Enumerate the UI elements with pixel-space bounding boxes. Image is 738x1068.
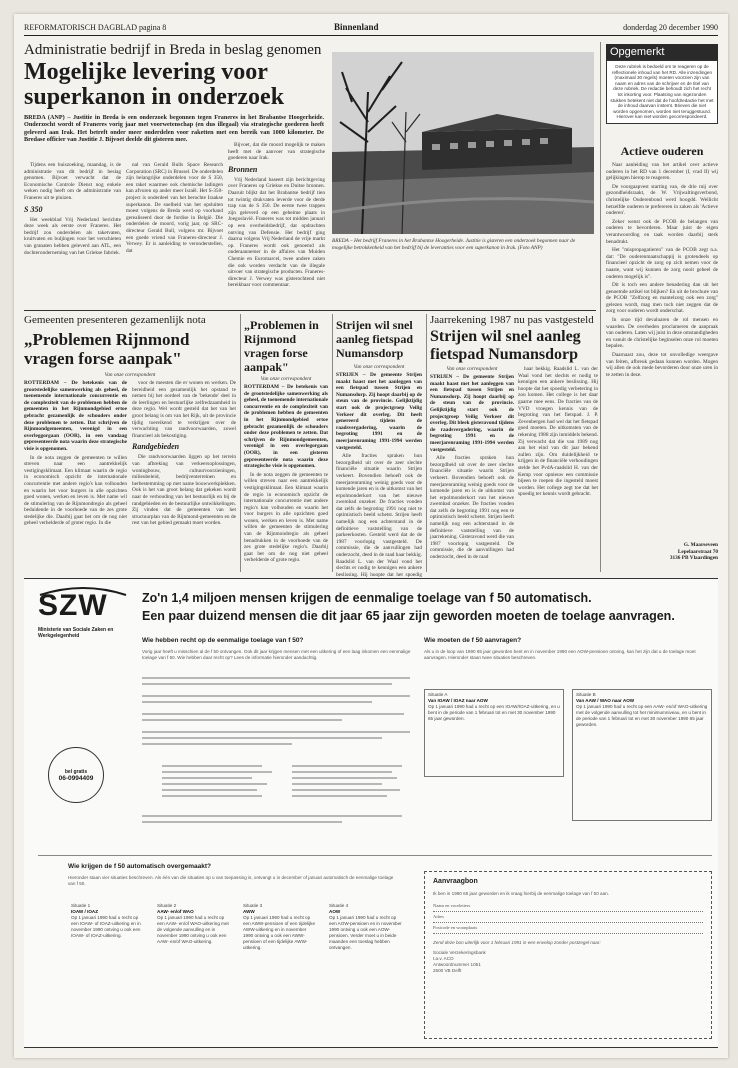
photo-factory-illustration — [332, 52, 594, 234]
issue-date: donderdag 20 december 1990 — [623, 23, 718, 32]
situation-a-head: Van IOAW / IOAZ naar AOW — [428, 698, 488, 703]
opgemerkt-text1: Naar aanleiding van het artikel over actieve ouderen in het RD van 1 december (I, vrad II) wij gelijkingen hierop te reageren. — [606, 162, 718, 182]
article1-sub3: Bronnen — [228, 164, 258, 174]
ad-title-1: Zo'n 1,4 miljoen mensen krijgen de eenmalige toelage van f 50 automatisch. — [142, 591, 592, 605]
ad-title-2: Een paar duizend mensen die dit jaar 65 jaar zijn geworden moeten de toelage aanvragen. — [142, 609, 675, 623]
ad-question-1-text: Vorig jaar heeft u misschien al de f 50 ontvangen. Ook dit jaar krijgen mensen met een uitkering of een laag inkomen een eenmalige toelage van f 50. Wie hebben daar recht op? Lees de informatie hieronder aandachtig. — [142, 649, 411, 660]
situation-b-head: Van AAW / WAO naar AOW — [576, 698, 635, 703]
szw-logo-arc-icon — [38, 585, 128, 597]
form-address-1: Sociale Verzekeringsbank — [433, 950, 486, 955]
article2-byline: Van onze correspondent — [104, 372, 156, 378]
article2-kicker: Gemeenten presenteren gezamenlijk nota — [24, 314, 206, 326]
newspaper-page — [14, 14, 728, 1058]
article3-byline: Van onze correspondent — [353, 364, 405, 370]
ad-question-2: Wie moeten de f 50 aanvragen? — [424, 637, 522, 644]
column-rule-4 — [426, 314, 427, 572]
form-address-2: t.a.v. ACO — [433, 956, 454, 961]
form-field-address[interactable]: Adres — [433, 914, 703, 923]
signature-street: Lepelaarstraat 70 — [677, 548, 718, 555]
opgemerkt-signature — [606, 542, 718, 562]
situation-b-text: Op 1 januari 1990 had u recht op een AAW- en/of WAO-uitkering met de volgende aanvulling tot het minimumniveau, en u bent in de periode van 1 februari tot en met 30 november 1990 65 jaar geworden. — [576, 704, 708, 727]
article2-col1-text: In de nota zeggen de gemeenten te willen streven naar een aantrekkelijk vestigingsklimaat. Een klimaat waarin de regio in economisch opzicht de internationale concurrentie met andere regio's kan volhouden en waarin het voor burgers in alle opzichten goed wonen, werken en leven is. Met name wil de stimulering van de Rijnmondregio als geheel beduidende in de voorhoede van de zes grote stedelijke die. Daarbij gaat het om de nog niet geheel verhelderde of groter regio. In die — [24, 454, 127, 527]
form-field-postcode[interactable]: Postcode en woonplaats — [433, 925, 703, 934]
article2-lead: ROTTERDAM – De betekenis van de grootstedelijke samenwerking als geheel, de toenemende internationale concurrentie en de complexiteit van de problemen hebben de gemeenten in het Rijnmondgebied ertoe gebracht gezamenlijk de schouders onder deze problemen te zetten. Dat schrijven de Rijnmondgemeenten, verenigd in een overleggorgaan (OOR), in een vandaag gepresenteerde nota waarin deze strategische visie is opgenomen. — [24, 380, 127, 452]
column-rule — [600, 42, 601, 572]
article3-lead: STRIJEN – De gemeente Strijen maakt haast met het aanleggen van een fietspad tussen Strijen en Numansdorp. Zij hoopt daarbij op de steun van de provincie. Gelijktijdig start ook de projectgroep Veilig Verkeer dit overleg. Dit heeft genereerd tijdens de raadsvergadering, waarin de begroting 1991 en de meerjarenraming 1991-1994 werden vastgesteld. — [336, 372, 422, 451]
signature-name: G. Maarseveen — [683, 542, 718, 548]
article1-col1-text: Tijdens een huiszoeking, maandag, is de administratie van dit bedrijf in beslag genomen. Bijvoet verwacht dat de Economische Controle Dienst nog enkele weken nodig heeft om de administratie van Franeres uit te pluizen. — [24, 162, 121, 201]
stamp-label: bel gratis — [64, 768, 88, 775]
section-name: Binnenland — [334, 22, 379, 32]
situation-4-text: Op 1 januari 1990 had u recht op een AOW-pensioen en in november 1990 ontving u ook een AOW-pensioen. Verder moet u in beide maanden een toeslag hebben ontvangen. — [329, 915, 402, 950]
article4-col2-text: haar bekkig. Raadslid L. van der Waal vond het slechts er nodig te kennigen een ankere beslissing. Hij hoopte dat het spoedig verbetering in zou komen. Het college is het daar gaarne mee eens. De fracties van de VVD vroegen kennis van de begroting van het fietspad. J. P. Zevenbergen had wel dat het fietspad goed moeten. De uitkomsten van de rekening 1988 zijn inmiddels bekend. Zij verwacht dat die van 1989 nog aan het eind van dit jaar bekend zullen zijn. Om duidelijkheid te krijgen in de financiële verhoudingen stelde het PvdA-raadslid H. van der Kemp voor opnieuw een commissie bijeen te roepen die ingesteld moest worden. Het college zegt toe dat het spoedig ter kennis wordt gebracht. — [518, 366, 598, 498]
ad-question-2-text: Als u in de loop van 1990 65 jaar geworden bent en in november 1990 een AOW-pensioen ontving, kan het zijn dat u de toelage moet aanvragen. Hieronder staan twee situaties beschreven. — [424, 649, 696, 660]
opgemerkt-text3: Zeker wenst ook de PCOB de belangen van ouderen te bevorderen. Maar juist de eigen verantwoording en taak worden daarbij sterk benadrukt. — [606, 218, 718, 245]
ministry-name: Ministerie van Sociale Zaken en Werkgelegenheid — [38, 627, 114, 640]
article4-col1-text: Alle fracties spraken hun bezorgdheid uit over de zeer slechte financiële situatie waarin Strijen verkeert. Bovendien behoeft ook de meerjarenraming weinig goeds voor de komende jaren en is de uitkomst van het erpolmonderkort van het nieuwe zwembad onzeker. De fracties vonden dat zelfs de begroting 1991 nog een te optimistisch beeld schetst. Strijen heeft namelijk nog een achterstand in de definitieve vaststelling van de jaarrekening. Gisteravond werd die van 1987 voorlopig vastgesteld. De commissie, die de aanvullingen had onderzocht, deed in de raad — [430, 455, 514, 561]
situation-3-head: AWW — [243, 909, 255, 914]
signature-city: 3136 PB Vlaardingen — [669, 555, 718, 562]
article2b-byline: Van onze correspondent — [260, 376, 312, 382]
article3-col — [336, 372, 422, 578]
opgemerkt-text4: Het "mispropagatieren" van de PCOB zegt n.a. dat: "De ouderenmaatschappij is grotendeels op financieel opzicht de zorg op zich nemen voor de naaste, want wij kunnen de zorg nooit geheel de ouderen mogelijk is". — [606, 247, 718, 280]
stamp-number: 06-0994409 — [58, 774, 94, 782]
free-phone-stamp — [48, 747, 104, 803]
section-rule — [24, 310, 596, 311]
article2-headline: „Problemen Rijnmond vragen forse aanpak" — [24, 330, 190, 368]
opgemerkt-text5: Dit is toch een andere benadering dan uit het genoemde artikel tot blijken? En uit de brochure van de PCOB "Zelfzorg en mantelzorg ook een zorg" gelezen wordt, mag men toch niet zeggen dat de zorg voor ouderen wordt onderschat. — [606, 282, 718, 315]
situation-2 — [154, 901, 234, 1021]
ad-question-1: Wie hebben recht op de eenmalige toelage van f 50? — [142, 637, 304, 644]
ad-question-3: Wie krijgen de f 50 automatisch overgemaakt? — [68, 863, 211, 870]
situation-4-head: AOW — [329, 909, 341, 914]
article4-col2 — [518, 366, 598, 572]
szw-logo: SZW — [38, 589, 108, 622]
opgemerkt-text6: In onze tijd devaluaren de rol mensen en waarden. De overheden proclameren de aanpraak van ouderen. Laten wij juist in deze omstandigheden en vanuit de christelijke beginselen onze rol moeten bepalen. — [606, 317, 718, 350]
form-address-3: Antwoordnummer 1051 — [433, 962, 481, 967]
column-rule-2 — [240, 314, 241, 572]
article2-sub: Randgebieden — [132, 442, 180, 452]
article2-col2 — [132, 380, 236, 570]
column-rule-3 — [332, 314, 333, 572]
masthead — [24, 20, 718, 36]
article2-col2b-text: Die randvoorwaarden liggen op het terrein van afbreking van verkeersoplossingen, woningbouw, cultuurvoorzieningen, milieubeleid, bedrijventerreinen en herbestemming op met name bouwwerkplekken. Ook is het van groot belang dat gekeken wordt naar de verhouding van het bestuurlijk en bij de randgebieden en de bestuurlijke ontwikkelingen. Zij vinden dat de gemeenten van het structuurplan van de Rijnmond-gemeenten en de rest van het gebied gemaakt moet worden. — [132, 454, 236, 527]
article3-headline: Strijen wil snel aanleg fietspad Numansdorp — [336, 318, 414, 360]
ad-question-3-text: Hieronder staan vier situaties beschreven. Als één van die situaties op u van toepassing is, ontvangt u in december of januari automatisch de eenmalige toelage van f 50. — [68, 875, 394, 886]
article4-lead: STRIJEN – De gemeente Strijen maakt haast met het aanleggen van een fietspad tussen Strijen en Numansdorp. Zij hoopt daarbij op de steun van de provincie. Gelijktijdig start ook de projectgroep Veilig Verkeer dit overleg. Dit bleek gisteravond tijdens de raadsvergadering, waarin de begroting 1991 en de meerjarenraming 1991-1994 werden vastgesteld. — [430, 374, 515, 453]
article4-kicker: Jaarrekening 1987 nu pas vastgesteld — [430, 314, 594, 326]
opgemerkt-text — [606, 162, 718, 532]
situation-2-title: Situatie 2 — [157, 903, 177, 908]
news-photo — [332, 52, 594, 234]
article1-sub1: S 350 — [24, 204, 43, 214]
situation-1-title: Situatie 1 — [71, 903, 91, 908]
form-address-4: 2600 VB Delft — [433, 968, 462, 973]
situation-4-title: Situatie 4 — [329, 903, 349, 908]
photo-caption: BREDA – Het bedrijf Franeres in het Brabantse Hoogerheide. Justitie is gisteren een onderzoek begonnen naar de mogelijke betrokkenheid van het bedrijf bij de leveranties voor een superkanon in Irak. (Foto ANP) — [332, 238, 576, 251]
situation-1 — [68, 901, 148, 1021]
szw-advertisement — [24, 578, 718, 1048]
opgemerkt-info-box: Deze rubriek is bedoeld om te reageren op de reflectionele inhoud van het RD. Alle inzendingen (maximaal 30 regels) moeten voorzien zijn van naam en adres van de schrijver en de titel van deze rubriek. De redactie behoudt zich het recht tot inkorting voor. Plaatsing van ingezonden stukken betekent niet dat de hoofdredactie het met de inhoud daarvan instemt. Brieven die niet worden opgenomen, worden niet teruggestuurd. Hierover kan niet worden gecorrespondeerd. — [606, 60, 718, 124]
situation-3-text: Op 1 januari 1990 had u recht op een AWW-pensioen of een tijdelijke AWW-uitkering en in november 1990 ontving u ook een AWW-pensioen of een tijdelijke AWW-uitkering. — [243, 915, 316, 950]
opgemerkt-text2: De voorgaapvest starting van, de drie mij over gezondheidsraakt, de W. Vrijwaltingsverbond, christelijke Ouderenbond werd hoogdd. Wellicht hetzelfde ouderen te prefereren in zaken als 'Actieve ouderen'. — [606, 183, 718, 217]
article4-headline: Strijen wil snel aanleg fietspad Numansdorp — [430, 328, 581, 363]
situation-1-head: IOAW / IOAZ — [71, 909, 99, 914]
article2b-col — [244, 384, 328, 572]
situation-4 — [326, 901, 406, 1021]
article2-col2-text: voor de meesten die er wonen en werken. De bereidheid een gezamenlijk het opstand te nemen bij het oordeel van de 'bekende' deel in de leerlingen en bestuurlijke zelfredzaamheid in deze regio. Wel wordt gesteld dat het van het groot belang is om van het Rijk, uit de provincie tijdig toereikend te verkrijgen over de verwachting van randvoorwaarden, zowel financieel als bekostiging. — [132, 380, 236, 439]
article1-col1b-text: Het weekblad Vrij Nederland berichtte deze week als eerste over Franeres. Het bedrijf zou onderdelen als taketvaten, kruitvaten en buljingen voor het verschieten van granaten hebben geleverd aan ATL, een dochteronderneming van het Griekse fabriek. — [24, 216, 121, 256]
situation-3 — [240, 901, 320, 1021]
article2b-lead: ROTTERDAM – De betekenis van de grootstedelijke samenwerking als geheel, de toenemende internationale concurrentie en de complexiteit van de problemen hebben de gemeenten in het Rijnmondgebied ertoe gebracht gezamenlijk de schouders onder deze problemen te zetten. Dat schrijven de Rijnmondgemeenten, verenigd in een overlegorgaan (OOR), in een gisteren gepresenteerde nota waarin deze strategische visie is opgenomen. — [244, 384, 328, 470]
situation-a-box — [424, 689, 564, 777]
form-field-name[interactable]: Naam en voorletters — [433, 903, 703, 912]
situation-3-title: Situatie 3 — [243, 903, 263, 908]
article1-lead-text: BREDA (ANP) – Justitie in Breda is een onderzoek begonnen tegen Franeres in het Brabantse Hoogerheide. Onderzocht wordt of Franeres vorig jaar met voorwetenschap (en dus illegaal) via strategische goederen heeft geleverd aan Irak. Het betreft onder meer onderdelen voor raketten met een bereik van 1000 kilometer. De Bredase officier van Justitie J. Bijvoet deelde dit gisteren mee. — [24, 114, 324, 144]
application-form — [424, 871, 712, 1039]
article2b-col-text: In de nota zeggen de gemeenten te willen streven naar een aantrekkelijk vestigingsklimaat. Een klimaat waarin de regio in economisch opzicht de internationale concurrentie met andere regio's kan volhouden en waarin het voor burgers in alle opzichten goed wonen, werken en leven is. Met name willen de gemeenten de stimulering van de Rijnmondregio als geheel benadrukken in de voorhoede van de zes grote stedelijke regio's. Daarbij gaat het om de nog niet geheel verhelderde of grote regio. — [244, 471, 328, 564]
article4-byline: Van onze correspondent — [446, 366, 498, 372]
article4-col1 — [430, 374, 514, 572]
article1-col3-text: Bijvoet, dat die moord mogelijk te maken heeft met de aanvoer van strategische goederen naar Irak. — [228, 142, 325, 162]
article1-col3b-text: Vrij Nederland baseert zijn berichtgeving over Franeres op Griekse en Duitse bronnen. Daaruit blijkt dat het Brabantse bedrijf tien tot twintig drukvaten leverde voor de derde trap van de S 350. De eerste twee trappen zijn geleverd op een geheime plaats in Joegoslavië. Franeres was tot midden januari op een overheidsbedrijf, dat opdrachten ontving van Defensie. Het bedrijf ging daarna volgens Vrij Nederland de vrije markt op. Franeres wordt ook genoemd als onderaannemer in de affaires van Muiden Chemie en Euromarcel, twee andere zaken die ook worden verdacht van de illegale uitvoer van strategische producten. Franeres-directeur J. Verwey was gisterochtend niet bereikbaar voor commentaar. — [228, 176, 325, 289]
situation-a-text: Op 1 januari 1990 had u recht op een IOAW/IOAZ-uitkering, en u bent in de periode van 1 februari tot en met 30 november 1990 65 jaar geworden. — [428, 704, 560, 721]
situation-1-text: Op 1 januari 1990 had u recht op een IOAW- of IOAZ-uitkering en in november 1990 ontving u ook een IOAW- of IOAZ-uitkering. — [71, 915, 141, 938]
article1-headline: Mogelijke levering voor superkanon in onderzoek — [24, 59, 285, 110]
opgemerkt-text7: Daarnaast zou, deze tot onvolledige weergave van feiten, afbreuk gedaan kunnen worden. Mogen wij allen de ook mede bevorderen door onze uren in te zetten in deze. — [606, 352, 718, 378]
ad-text-lines-illustration — [142, 675, 412, 825]
opgemerkt-title: Opgemerkt — [606, 44, 718, 60]
article3-col-text: Alle fracties spraken hun bezorgdheid uit over de zeer slechte financiële situatie waarin Strijen verkeert. Bovendien behoeft ook de meerjarenraming weinig goeds voor de komende jaren en is de uitkomst van het erpolmonderkort van het nieuwe zwembad onzeker. De fracties vonden dat zelfs de begroting 1991 nog niet te optimistisch beeld schetst. Strijen heeft namelijk nog een achterstand in de definitieve vaststelling van de parkeerkosten. Gesteld werd dat de de 1987 voorlopig vastgesteld. De commissie, die de aanvullingen had onderzocht, deed in de raad haar bekkig. Raadslid L. van der Waal vond het slechts er nodig te kennigen een ankere beslissing. Hij hoopte dat het spoedig — [336, 453, 422, 578]
situation-2-head: AAW- en/of WAO — [157, 909, 194, 914]
situation-2-text: Op 1 januari 1990 had u recht op een AAW- en/of WAO-uitkering met de volgende aanvulling en in november 1990 ontving u ook een AAW- en/of WAO-uitkering. — [157, 915, 229, 944]
article1-kicker: Administratie bedrijf in Breda in beslag genomen — [24, 42, 322, 58]
form-title: Aanvraagbon — [433, 878, 478, 885]
situation-a-title: Situatie A — [428, 692, 448, 697]
opgemerkt-heading: Actieve ouderen — [620, 144, 704, 158]
opgemerkt-column — [606, 44, 718, 124]
situation-b-box — [572, 689, 712, 821]
paper-name: REFORMATORISCH DAGBLAD pagina 8 — [24, 23, 167, 32]
form-text: Ik ben in 1990 65 jaar geworden en ik vraag hierbij de eenmalige toelage van f 50 aan. — [433, 891, 609, 896]
article1-col2-text: nal van Gerald Bulls Space Research Corporation (SRC) in Brussel. De onderdelen zijn belangrijke onderdelen voor de S 350, een raket waarmee ook chemische ladingen kan afvuren op ander meer Israël. Het S-350-project is onderdeel van het beruchte Iraakse superkanon. De snelheid van het opsluiten moest volgens de Breda werd op voorhand gerealiseerd door de fordise in België. Die onderdelen de moord, vorig jaar, op SRC-directeur Gerald Bull, volgens mr. Bijvoet een goede vriend van Franeres-directeur J. Verwey. Er is aanleiding te veronderstellen, dat — [126, 162, 223, 254]
article2b-headline: „Problemen in Rijnmond vragen forse aanpak" — [244, 318, 319, 374]
article1-lead — [24, 114, 324, 146]
ad-filler-lines — [142, 675, 412, 830]
form-note: Zend deze bon uiterlijk voor 1 februari 1991 in een envelop zonder postzegel naar: — [433, 940, 601, 945]
ad-divider — [38, 855, 712, 856]
article2-col1 — [24, 380, 127, 570]
situation-b-title: Situatie B — [576, 692, 596, 697]
